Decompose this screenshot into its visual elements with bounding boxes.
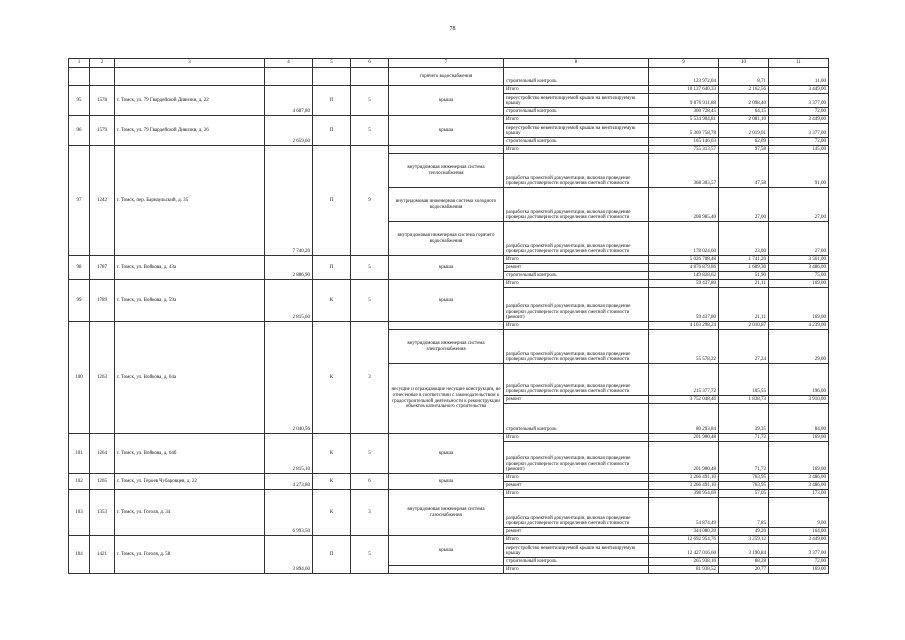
limit-cost-cell: 3 486,00 bbox=[769, 264, 829, 272]
table-row bbox=[69, 490, 829, 498]
address-cell: г. Томск, ул. Героев Чубаровцев, д. 22 bbox=[115, 474, 265, 490]
work-type-cell: ремонт bbox=[504, 396, 649, 404]
work-type-cell: Итого bbox=[504, 474, 649, 482]
column-number-header: 2 bbox=[90, 59, 115, 68]
column-number-header: 11 bbox=[769, 59, 829, 68]
house-id-cell: 1265 bbox=[90, 474, 115, 490]
cost-cell: 265 938,16 bbox=[649, 558, 719, 566]
limit-cost-cell: 11,00 bbox=[769, 68, 829, 86]
row-number-cell: 99 bbox=[69, 280, 90, 322]
area-cell: 6 993,50 bbox=[265, 490, 313, 536]
row-number-cell: 96 bbox=[69, 116, 90, 146]
column-number-header: 1 bbox=[69, 59, 90, 68]
area-cell: 2 659,60 bbox=[265, 116, 313, 146]
category-cell: К bbox=[313, 322, 351, 434]
unit-cost-cell: 105,55 bbox=[719, 364, 769, 396]
work-type-cell: строительный контроль bbox=[504, 138, 649, 146]
cost-cell: 178 024,60 bbox=[649, 222, 719, 256]
category-cell: П bbox=[313, 536, 351, 574]
floors-cell: 5 bbox=[351, 536, 389, 574]
unit-cost-cell: 71,72 bbox=[719, 434, 769, 442]
area-cell: 2 886,90 bbox=[265, 256, 313, 280]
system-cell: крыша bbox=[389, 116, 504, 146]
address-cell: г. Томск, ул. 79 Гвардейской Дивизии, д. 22 bbox=[115, 86, 265, 116]
column-number-header: 6 bbox=[351, 59, 389, 68]
unit-cost-cell: 3 259,12 bbox=[719, 536, 769, 544]
table-row bbox=[69, 536, 829, 544]
unit-cost-cell: 2 098,40 bbox=[719, 94, 769, 108]
category-cell: П bbox=[313, 256, 351, 280]
limit-cost-cell: 72,00 bbox=[769, 138, 829, 146]
work-type-cell: разработка проектной документации, включая проведение проверки достоверности определения сметной стоимости (ремонт) bbox=[504, 288, 649, 322]
limit-cost-cell: 3 486,00 bbox=[769, 474, 829, 482]
table-row bbox=[69, 146, 829, 154]
floors-cell: 6 bbox=[351, 474, 389, 490]
table-row bbox=[69, 280, 829, 288]
system-cell: внутридомовая инженерная система электроснабжения bbox=[389, 330, 504, 364]
cost-cell: 4 103 298,24 bbox=[649, 322, 719, 330]
category-cell: П bbox=[313, 116, 351, 146]
category-cell bbox=[313, 68, 351, 86]
work-type-cell: ремонт bbox=[504, 528, 649, 536]
work-type-cell: строительный контроль bbox=[504, 404, 649, 434]
cost-cell: 300 728,45 bbox=[649, 108, 719, 116]
floors-cell: 5 bbox=[351, 280, 389, 322]
cost-cell: 59 437,80 bbox=[649, 280, 719, 288]
limit-cost-cell: 145,00 bbox=[769, 146, 829, 154]
address-cell bbox=[115, 68, 265, 86]
area-cell: 2 040,56 bbox=[265, 322, 313, 434]
work-type-cell: разработка проектной документации, включая проведение проверки достоверности определения сметной стоимости bbox=[504, 154, 649, 188]
area-cell: 7 740,20 bbox=[265, 146, 313, 256]
cost-cell: 80 293,84 bbox=[649, 404, 719, 434]
limit-cost-cell: 72,00 bbox=[769, 108, 829, 116]
unit-cost-cell: 71,72 bbox=[719, 442, 769, 474]
work-type-cell: строительный контроль bbox=[504, 272, 649, 280]
table-row bbox=[69, 256, 829, 264]
work-type-cell: строительный контроль bbox=[504, 558, 649, 566]
category-cell: К bbox=[313, 490, 351, 536]
address-cell: г. Томск, ул. Войкова, д. 64а bbox=[115, 322, 265, 434]
cost-cell: 3 266 491,10 bbox=[649, 482, 719, 490]
row-number-cell bbox=[69, 68, 90, 86]
system-cell: внутридомовая инженерная система газоснабжения bbox=[389, 490, 504, 536]
cost-cell: 208 985,40 bbox=[649, 188, 719, 222]
unit-cost-cell: 2 162,56 bbox=[719, 86, 769, 94]
limit-cost-cell: 3 377,00 bbox=[769, 94, 829, 108]
unit-cost-cell: 23,00 bbox=[719, 222, 769, 256]
cost-cell: 12 692 954,76 bbox=[649, 536, 719, 544]
unit-cost-cell: 8,71 bbox=[719, 68, 769, 86]
house-id-cell: 1421 bbox=[90, 536, 115, 574]
limit-cost-cell: 9,00 bbox=[769, 498, 829, 528]
limit-cost-cell: 164,00 bbox=[769, 528, 829, 536]
system-cell: внутридомовая инженерная система горячего водоснабжения bbox=[389, 222, 504, 256]
row-number-cell: 102 bbox=[69, 474, 90, 490]
limit-cost-cell: 27,00 bbox=[769, 188, 829, 222]
table-row bbox=[69, 116, 829, 124]
floors-cell: 3 bbox=[351, 322, 389, 434]
area-cell: 2 815,60 bbox=[265, 280, 313, 322]
row-number-cell: 104 bbox=[69, 536, 90, 574]
cost-cell: 755 313,57 bbox=[649, 146, 719, 154]
house-id-cell: 1789 bbox=[90, 280, 115, 322]
address-cell: г. Томск, ул. Гоголя, д. 34 bbox=[115, 490, 265, 536]
address-cell: г. Томск, пер. Барнаульский, д. 35 bbox=[115, 146, 265, 256]
cost-cell: 5 534 904,81 bbox=[649, 116, 719, 124]
house-id-cell bbox=[90, 68, 115, 86]
category-cell: К bbox=[313, 280, 351, 322]
work-type-cell: Итого bbox=[504, 536, 649, 544]
system-cell bbox=[389, 322, 504, 330]
limit-cost-cell: 169,00 bbox=[769, 288, 829, 322]
unit-cost-cell: 68,28 bbox=[719, 558, 769, 566]
category-cell: К bbox=[313, 474, 351, 490]
limit-cost-cell: 29,00 bbox=[769, 330, 829, 364]
cost-cell: 9 876 911,88 bbox=[649, 94, 719, 108]
category-cell: П bbox=[313, 86, 351, 116]
category-cell: К bbox=[313, 434, 351, 474]
work-type-cell: разработка проектной документации, включая проведение проверки достоверности определения сметной стоимости bbox=[504, 330, 649, 364]
row-number-cell: 97 bbox=[69, 146, 90, 256]
limit-cost-cell: 3 377,00 bbox=[769, 124, 829, 138]
cost-cell: 54 874,49 bbox=[649, 498, 719, 528]
system-cell: крыша bbox=[389, 536, 504, 566]
cost-cell: 3 266 491,10 bbox=[649, 474, 719, 482]
cost-cell: 5 369 758,78 bbox=[649, 124, 719, 138]
address-cell: г. Томск, ул. Войкова, д. 64б bbox=[115, 434, 265, 474]
cost-cell: 215 377,72 bbox=[649, 364, 719, 396]
area-cell: 4 687,80 bbox=[265, 86, 313, 116]
system-cell: крыша bbox=[389, 434, 504, 474]
unit-cost-cell: 39,35 bbox=[719, 404, 769, 434]
unit-cost-cell: 1 838,73 bbox=[719, 396, 769, 404]
system-cell: крыша bbox=[389, 474, 504, 490]
floors-cell: 9 bbox=[351, 146, 389, 256]
cost-cell: 59 437,80 bbox=[649, 288, 719, 322]
work-type-cell: разработка проектной документации, включая проведение проверки достоверности определения сметной стоимости bbox=[504, 188, 649, 222]
work-type-cell: ремонт bbox=[504, 482, 649, 490]
unit-cost-cell: 2 019,01 bbox=[719, 124, 769, 138]
work-type-cell: разработка проектной документации, включая проведение проверки достоверности определения сметной стоимости bbox=[504, 364, 649, 396]
limit-cost-cell: 173,00 bbox=[769, 490, 829, 498]
work-type-cell: Итого bbox=[504, 86, 649, 94]
house-id-cell: 1787 bbox=[90, 256, 115, 280]
limit-cost-cell: 3 486,00 bbox=[769, 482, 829, 490]
limit-cost-cell: 84,00 bbox=[769, 404, 829, 434]
limit-cost-cell: 3 910,00 bbox=[769, 396, 829, 404]
column-number-header: 4 bbox=[265, 59, 313, 68]
cost-cell: 4 876 879,86 bbox=[649, 264, 719, 272]
unit-cost-cell: 97,58 bbox=[719, 146, 769, 154]
work-type-cell: Итого bbox=[504, 490, 649, 498]
column-number-header: 8 bbox=[504, 59, 649, 68]
house-id-cell: 1242 bbox=[90, 146, 115, 256]
limit-cost-cell: 72,00 bbox=[769, 558, 829, 566]
house-id-cell: 1264 bbox=[90, 434, 115, 474]
unit-cost-cell: 7,85 bbox=[719, 498, 769, 528]
address-cell: г. Томск, ул. 79 Гвардейской Дивизии, д. 26 bbox=[115, 116, 265, 146]
house-id-cell: 1578 bbox=[90, 86, 115, 116]
limit-cost-cell: 27,00 bbox=[769, 222, 829, 256]
work-type-cell: строительный контроль bbox=[504, 108, 649, 116]
limit-cost-cell: 169,00 bbox=[769, 280, 829, 288]
unit-cost-cell: 49,20 bbox=[719, 528, 769, 536]
cost-cell: 165 146,03 bbox=[649, 138, 719, 146]
system-cell: внутридомовая инженерная система теплоснабжения bbox=[389, 154, 504, 188]
work-type-cell: Итого bbox=[504, 280, 649, 288]
cost-cell: 10 137 640,33 bbox=[649, 86, 719, 94]
work-type-cell: разработка проектной документации, включая проведение проверки достоверности определения сметной стоимости bbox=[504, 498, 649, 528]
work-type-cell: Итого bbox=[504, 566, 649, 574]
floors-cell: 5 bbox=[351, 116, 389, 146]
limit-cost-cell: 3 449,00 bbox=[769, 86, 829, 94]
row-number-cell: 103 bbox=[69, 490, 90, 536]
unit-cost-cell: 3 190,84 bbox=[719, 544, 769, 558]
system-cell bbox=[389, 566, 504, 574]
work-type-cell: переустройство невентилируемой крыши на вентилируемую крышу bbox=[504, 544, 649, 558]
unit-cost-cell: 27,24 bbox=[719, 330, 769, 364]
limit-cost-cell: 75,00 bbox=[769, 272, 829, 280]
row-number-cell: 95 bbox=[69, 86, 90, 116]
unit-cost-cell: 27,00 bbox=[719, 188, 769, 222]
capital-repair-table bbox=[68, 58, 829, 574]
unit-cost-cell: 20,77 bbox=[719, 566, 769, 574]
work-type-cell: строительный контроль bbox=[504, 68, 649, 86]
work-type-cell: переустройство невентилируемой крыши на вентилируемую крышу bbox=[504, 124, 649, 138]
cost-cell: 398 954,69 bbox=[649, 490, 719, 498]
work-type-cell: Итого bbox=[504, 256, 649, 264]
system-cell: крыша bbox=[389, 256, 504, 280]
system-cell: внутридомовая инженерная система холодного водоснабжения bbox=[389, 188, 504, 222]
unit-cost-cell: 2 081,10 bbox=[719, 116, 769, 124]
cost-cell: 3 752 048,46 bbox=[649, 396, 719, 404]
address-cell: г. Томск, ул. Войкова, д. 43а bbox=[115, 256, 265, 280]
cost-cell: 5 026 708,48 bbox=[649, 256, 719, 264]
column-number-header: 7 bbox=[389, 59, 504, 68]
header-row bbox=[69, 59, 829, 68]
table-row bbox=[69, 86, 829, 94]
floors-cell bbox=[351, 68, 389, 86]
limit-cost-cell: 3 449,00 bbox=[769, 116, 829, 124]
column-number-header: 10 bbox=[719, 59, 769, 68]
limit-cost-cell: 4 239,00 bbox=[769, 322, 829, 330]
system-cell: горячего водоснабжения bbox=[389, 68, 504, 86]
work-type-cell: переустройство невентилируемой крыши на вентилируемую крышу bbox=[504, 94, 649, 108]
address-cell: г. Томск, ул. Войкова, д. 59а bbox=[115, 280, 265, 322]
cost-cell: 201 900,48 bbox=[649, 442, 719, 474]
cost-cell: 201 900,48 bbox=[649, 434, 719, 442]
limit-cost-cell: 3 561,00 bbox=[769, 256, 829, 264]
floors-cell: 5 bbox=[351, 86, 389, 116]
house-id-cell: 1353 bbox=[90, 490, 115, 536]
category-cell: П bbox=[313, 146, 351, 256]
work-type-cell: разработка проектной документации, включая проведение проверки достоверности определения сметной стоимости bbox=[504, 222, 649, 256]
row-number-cell: 98 bbox=[69, 256, 90, 280]
table-row bbox=[69, 68, 829, 86]
work-type-cell: Итого bbox=[504, 116, 649, 124]
unit-cost-cell: 2 010,87 bbox=[719, 322, 769, 330]
area-cell: 2 815,10 bbox=[265, 434, 313, 474]
unit-cost-cell: 21,11 bbox=[719, 280, 769, 288]
unit-cost-cell: 763,95 bbox=[719, 474, 769, 482]
page-number: 78 bbox=[449, 26, 456, 32]
column-number-header: 5 bbox=[313, 59, 351, 68]
unit-cost-cell: 47,58 bbox=[719, 154, 769, 188]
floors-cell: 5 bbox=[351, 256, 389, 280]
table-row bbox=[69, 474, 829, 482]
address-cell: г. Томск, ул. Гоголя, д. 58 bbox=[115, 536, 265, 574]
cost-cell: 123 972,04 bbox=[649, 68, 719, 86]
system-cell: несущие и ограждающие несущие конструкции, не отнесенные в соответствии с законодательством о градостроительной деятельности к реконструкции объектов капитального строительства bbox=[389, 364, 504, 434]
cost-cell: 12 427 016,60 bbox=[649, 544, 719, 558]
house-id-cell: 1263 bbox=[90, 322, 115, 434]
work-type-cell: разработка проектной документации, включая проведение проверки достоверности определения сметной стоимости (ремонт) bbox=[504, 442, 649, 474]
limit-cost-cell: 3 377,00 bbox=[769, 544, 829, 558]
limit-cost-cell: 169,00 bbox=[769, 566, 829, 574]
cost-cell: 368 303,57 bbox=[649, 154, 719, 188]
limit-cost-cell: 169,00 bbox=[769, 442, 829, 474]
limit-cost-cell: 3 449,00 bbox=[769, 536, 829, 544]
work-type-cell: Итого bbox=[504, 322, 649, 330]
unit-cost-cell: 1 689,30 bbox=[719, 264, 769, 272]
area-cell: 4 273,80 bbox=[265, 474, 313, 490]
work-type-cell: Итого bbox=[504, 146, 649, 154]
limit-cost-cell: 196,00 bbox=[769, 364, 829, 396]
house-id-cell: 1579 bbox=[90, 116, 115, 146]
row-number-cell: 100 bbox=[69, 322, 90, 434]
system-cell: крыша bbox=[389, 86, 504, 116]
area-cell bbox=[265, 68, 313, 86]
unit-cost-cell: 51,90 bbox=[719, 272, 769, 280]
cost-cell: 81 938,52 bbox=[649, 566, 719, 574]
area-cell: 3 894,60 bbox=[265, 536, 313, 574]
limit-cost-cell: 91,00 bbox=[769, 154, 829, 188]
system-cell: крыша bbox=[389, 280, 504, 322]
column-number-header: 3 bbox=[115, 59, 265, 68]
column-number-header: 9 bbox=[649, 59, 719, 68]
work-type-cell: Итого bbox=[504, 434, 649, 442]
unit-cost-cell: 57,05 bbox=[719, 490, 769, 498]
unit-cost-cell: 763,95 bbox=[719, 482, 769, 490]
cost-cell: 149 828,62 bbox=[649, 272, 719, 280]
floors-cell: 5 bbox=[351, 434, 389, 474]
work-type-cell: ремонт bbox=[504, 264, 649, 272]
unit-cost-cell: 62,09 bbox=[719, 138, 769, 146]
limit-cost-cell: 169,00 bbox=[769, 434, 829, 442]
unit-cost-cell: 21,11 bbox=[719, 288, 769, 322]
cost-cell: 344 080,20 bbox=[649, 528, 719, 536]
cost-cell: 55 578,22 bbox=[649, 330, 719, 364]
table-row bbox=[69, 322, 829, 330]
unit-cost-cell: 64,15 bbox=[719, 108, 769, 116]
system-cell bbox=[389, 146, 504, 154]
unit-cost-cell: 1 741,20 bbox=[719, 256, 769, 264]
row-number-cell: 101 bbox=[69, 434, 90, 474]
floors-cell: 3 bbox=[351, 490, 389, 536]
table-row bbox=[69, 434, 829, 442]
